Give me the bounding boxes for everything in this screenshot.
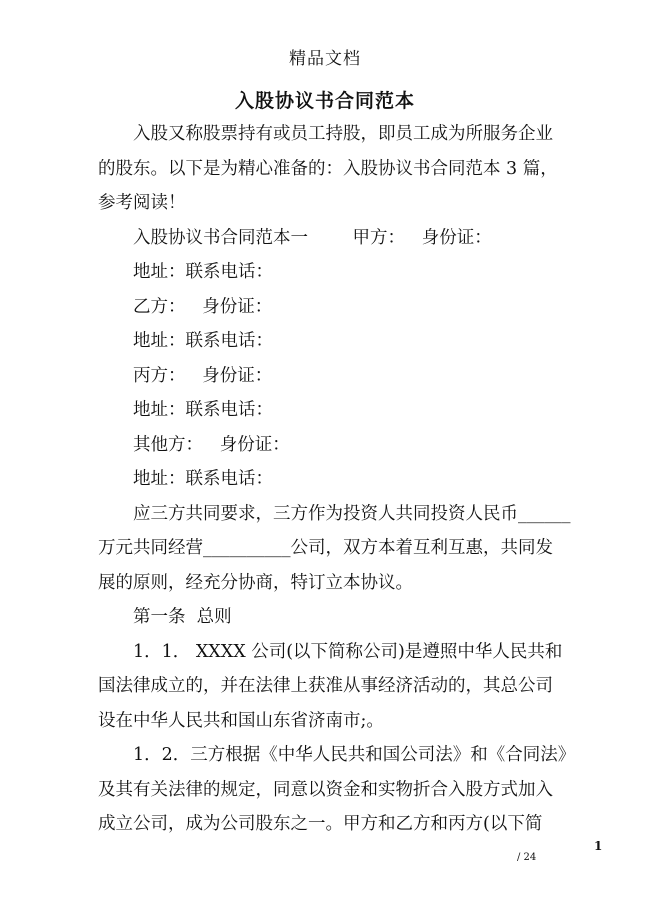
body-line: 其他方： 身份证：: [133, 434, 290, 455]
body-line: 应三方共同要求，三方作为投资人共同投资人民币______: [133, 503, 571, 524]
body-line: 1．2．三方根据《中华人民共和国公司法》和《合同法》: [133, 745, 576, 765]
body-line: 参考阅读！: [98, 193, 186, 213]
body-line: 国法律成立的，并在法律上获准从事经济活动的，其总公司: [98, 676, 553, 696]
body-line: 地址：联系电话：: [133, 469, 273, 489]
body-line: 入股又称股票持有或员工持股，即员工成为所服务企业: [133, 124, 553, 144]
body-line: 及其有关法律的规定，同意以资金和实物折合入股方式加入: [98, 779, 553, 800]
body-line: 成立公司，成为公司股东之一。甲方和乙方和丙方(以下简: [98, 814, 543, 834]
body-line: 万元共同经营__________公司，双方本着互利互惠，共同发: [98, 538, 553, 558]
document-title: 入股协议书合同范本: [234, 90, 415, 112]
body-line: 乙方： 身份证：: [133, 296, 273, 317]
body-line: 展的原则，经充分协商，特订立本协议。: [98, 572, 413, 593]
body-line: 入股协议书合同范本一 甲方： 身份证：: [133, 227, 492, 248]
document-header: 精品文档: [289, 49, 361, 69]
body-line: 1．1． XXXX 公司(以下简称公司)是遵照中华人民共和: [133, 641, 563, 662]
document-body: [98, 117, 576, 842]
body-line: 丙方： 身份证：: [133, 365, 273, 386]
body-line: 地址：联系电话：: [133, 331, 273, 351]
body-line: 的股东。以下是为精心准备的：入股协议书合同范本 3 篇，: [98, 158, 558, 179]
page-number: 1: [594, 839, 603, 853]
body-line: 地址：联系电话：: [133, 400, 273, 420]
page-total: / 24: [517, 852, 537, 863]
body-line: 设在中华人民共和国山东省济南市;。: [98, 710, 384, 731]
body-line: 地址：联系电话：: [133, 262, 273, 282]
section-heading: 第一条 总则: [133, 607, 232, 627]
